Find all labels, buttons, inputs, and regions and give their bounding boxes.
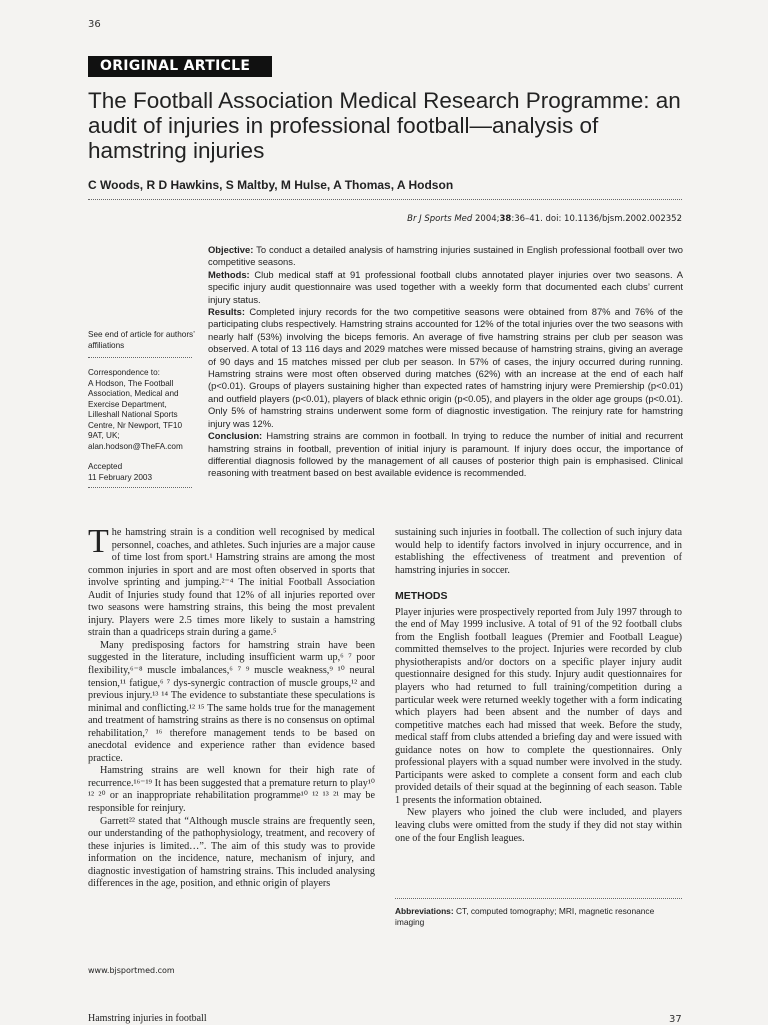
conclusion-label: Conclusion: [208, 430, 263, 442]
body-paragraph [88, 523, 375, 640]
running-title: Hamstring injuries in football [88, 1013, 207, 1024]
body-paragraph: New players who joined the club were included, and players leaving clubs were omitted from the study if they did not stay within one of the four English leagues. [395, 807, 682, 844]
objective-label: Objective: [208, 244, 254, 255]
sidebar-divider [88, 357, 192, 358]
conclusion-text: Hamstring strains are common in football. In trying to reduce the number of initial and recurrent hamstring strains in football, prevention of initial injury is paramount. If injury does occur, the importance of differential diagnosis followed by the management of all causes of posterior thigh pain is emphasised. Clinical reasoning with treatment based on best available evidence is recommended. [208, 430, 683, 479]
abbreviations-label: Abbreviations: [395, 906, 454, 916]
body-column-left [88, 523, 375, 891]
abbreviations-text: CT, computed tomography; MRI, magnetic resonance imaging [395, 906, 655, 927]
body-paragraph: sustaining such injuries in football. The collection of such injury data would help to identify factors involved in injury occurrence, and in establishing the effectiveness of treatment and prevention of hamstring injuries in soccer. [395, 527, 682, 576]
abstract-methods [208, 269, 683, 306]
abstract [208, 244, 683, 480]
paragraph-text: he hamstring strain is a condition well recognised by medical personnel, coaches, and athletes. Such injuries are a major cause of time lost from sport.¹ Hamstring strains are among the most common injuries in sport and are most often observed in sports that involve sprinting and jumping.²⁻⁴ The initial Football Association Audit of Injuries study found that 12% of all injuries reported over two seasons were hamstring strains, this being the most prevalent injury. Players were 2.5 times more likely to sustain a hamstring strain than a quadriceps strain during a game.⁵ [88, 527, 375, 639]
methods-text: Club medical staff at 91 professional football clubs annotated player injuries over two seasons. A specific injury audit questionnaire was used together with a weekly form that documented each clubs’ current injury status. [208, 268, 683, 305]
section-label: ORIGINAL ARTICLE [88, 56, 272, 77]
article-title: The Football Association Medical Research Programme: an audit of injuries in professional football—analysis of hamstring injuries [88, 88, 681, 163]
correspondence-address: A Hodson, The Football Association, Medical and Exercise Department, Lilleshall National Sports Centre, Nr Newport, TF10 9AT, UK; alan.hodson@TheFA.com [88, 378, 183, 451]
abbreviations-box [395, 906, 682, 928]
page-number-bottom: 37 [669, 1014, 682, 1025]
correspondence-label: Correspondence to: [88, 368, 160, 377]
abstract-conclusion [208, 430, 683, 480]
body-paragraph: Garrett²² stated that “Although muscle strains are frequently seen, our understanding of the pathophysiology, treatment, and recovery of these injuries is limited…”. The aim of this study was to provide information on the incidence, nature, mechanism of injury, and diagnostic investigation of hamstring strains. This included analysing differences in the age, position, and ethnic origin of players [88, 815, 375, 890]
accepted-label: Accepted [88, 462, 123, 471]
citation-volume: 38 [499, 214, 512, 224]
methods-heading: METHODS [395, 590, 448, 603]
author-list: C Woods, R D Hawkins, S Maltby, M Hulse, A Thomas, A Hodson [88, 178, 454, 192]
citation-pages-doi: :36–41. doi: 10.1136/bjsm.2002.002352 [511, 214, 682, 224]
body-paragraph: Many predisposing factors for hamstring strain have been suggested in the literature, including insufficient warm up,⁶ ⁷ poor flexibility,⁶⁻⁸ muscle imbalances,⁶ ⁷ ⁹ muscle weakness,⁹ ¹⁰ neural tension,¹¹ fatigue,⁶ ⁷ dys-synergic contraction of muscle groups,¹² and previous injury.¹³ ¹⁴ The evidence to substantiate these speculations is minimal and conflicting.¹² ¹⁵ The same holds true for the management and treatment of hamstring strains as there is no consensus on optimal rehabilitation,⁷ ¹⁶ therefore management tends to be based on anecdotal evidence and experience rather than evidence based practice. [88, 639, 375, 764]
methods-label: Methods: [208, 268, 250, 280]
citation-journal: Br J Sports Med [407, 214, 473, 224]
abstract-results [208, 306, 683, 430]
drop-cap: T [88, 523, 109, 560]
results-text: Completed injury records for the two competitive seasons were obtained from 87% and 76% of the participating clubs respectively. Hamstring strains accounted for 12% of the total injuries over the two seasons with nearly half (53%) involving the biceps femoris. An average of five hamstring strains per club per season was observed. A total of 13 116 days and 2029 matches were missed because of hamstring strains, giving an average of 90 days and 15 matches missed per club per season. In 57% of cases, the injury occurred during running. Hamstring strains were most often observed during matches (62%) with an increase at the end of each half (p<0.01). Groups of players sustaining higher than expected rates of hamstring injury were Premiership (p<0.01) and outfield players (p<0.01), players of black ethnic origin (p<0.05), and players in the older age groups (p<0.01). Only 5% of hamstring strains underwent some form of diagnostic investigation. The reinjury rate for hamstring injury was 12%. [208, 306, 684, 429]
abbreviations-divider [395, 898, 682, 899]
abstract-objective [208, 244, 683, 269]
accepted-date: 11 February 2003 [88, 472, 153, 482]
header-divider [88, 199, 682, 200]
sidebar [88, 330, 198, 488]
citation [82, 214, 682, 224]
body-paragraph: Hamstring strains are well known for their high rate of recurrence.¹⁶⁻¹⁹ It has been suggested that a premature return to play¹⁰ ¹² ²⁰ or an inappropriate rehabilitation programme¹⁰ ¹² ¹³ ²¹ may be responsible for reinjury. [88, 765, 375, 815]
body-column-right [395, 527, 682, 845]
affiliations-note: See end of article for authors’ affiliations [88, 330, 195, 350]
body-paragraph: Player injuries were prospectively reported from July 1997 through to the end of May 1999 inclusive. A total of 91 of the 92 football clubs from the English football leagues (Premier and Football League) committed themselves to the project. Injuries were recorded by club physiotherapists and/or doctors on a specific player injury audit questionnaire designed for this study. Injury audit questionnaires for players who had returned to full training/competition during a particular week were returned weekly together with a form indicating which players had been absent and the number of days and competitive matches each had missed that week. Before the study, medical staff from clubs attended a briefing day and were issued with guidance notes on how to complete the questionnaires. Only professional players with a squad number were involved in the study. Participants were asked to complete a consent form and each club provided details of their squad at the beginning of each season. Table 1 presents the information obtained. [395, 606, 682, 806]
page-number-top: 36 [88, 19, 101, 30]
sidebar-divider-2 [88, 487, 192, 488]
citation-year: 2004; [475, 214, 500, 224]
objective-text: To conduct a detailed analysis of hamstring injuries sustained in English professional football over two competitive seasons. [208, 244, 683, 268]
website-link[interactable]: www.bjsportmed.com [88, 966, 175, 975]
results-label: Results: [208, 306, 245, 318]
